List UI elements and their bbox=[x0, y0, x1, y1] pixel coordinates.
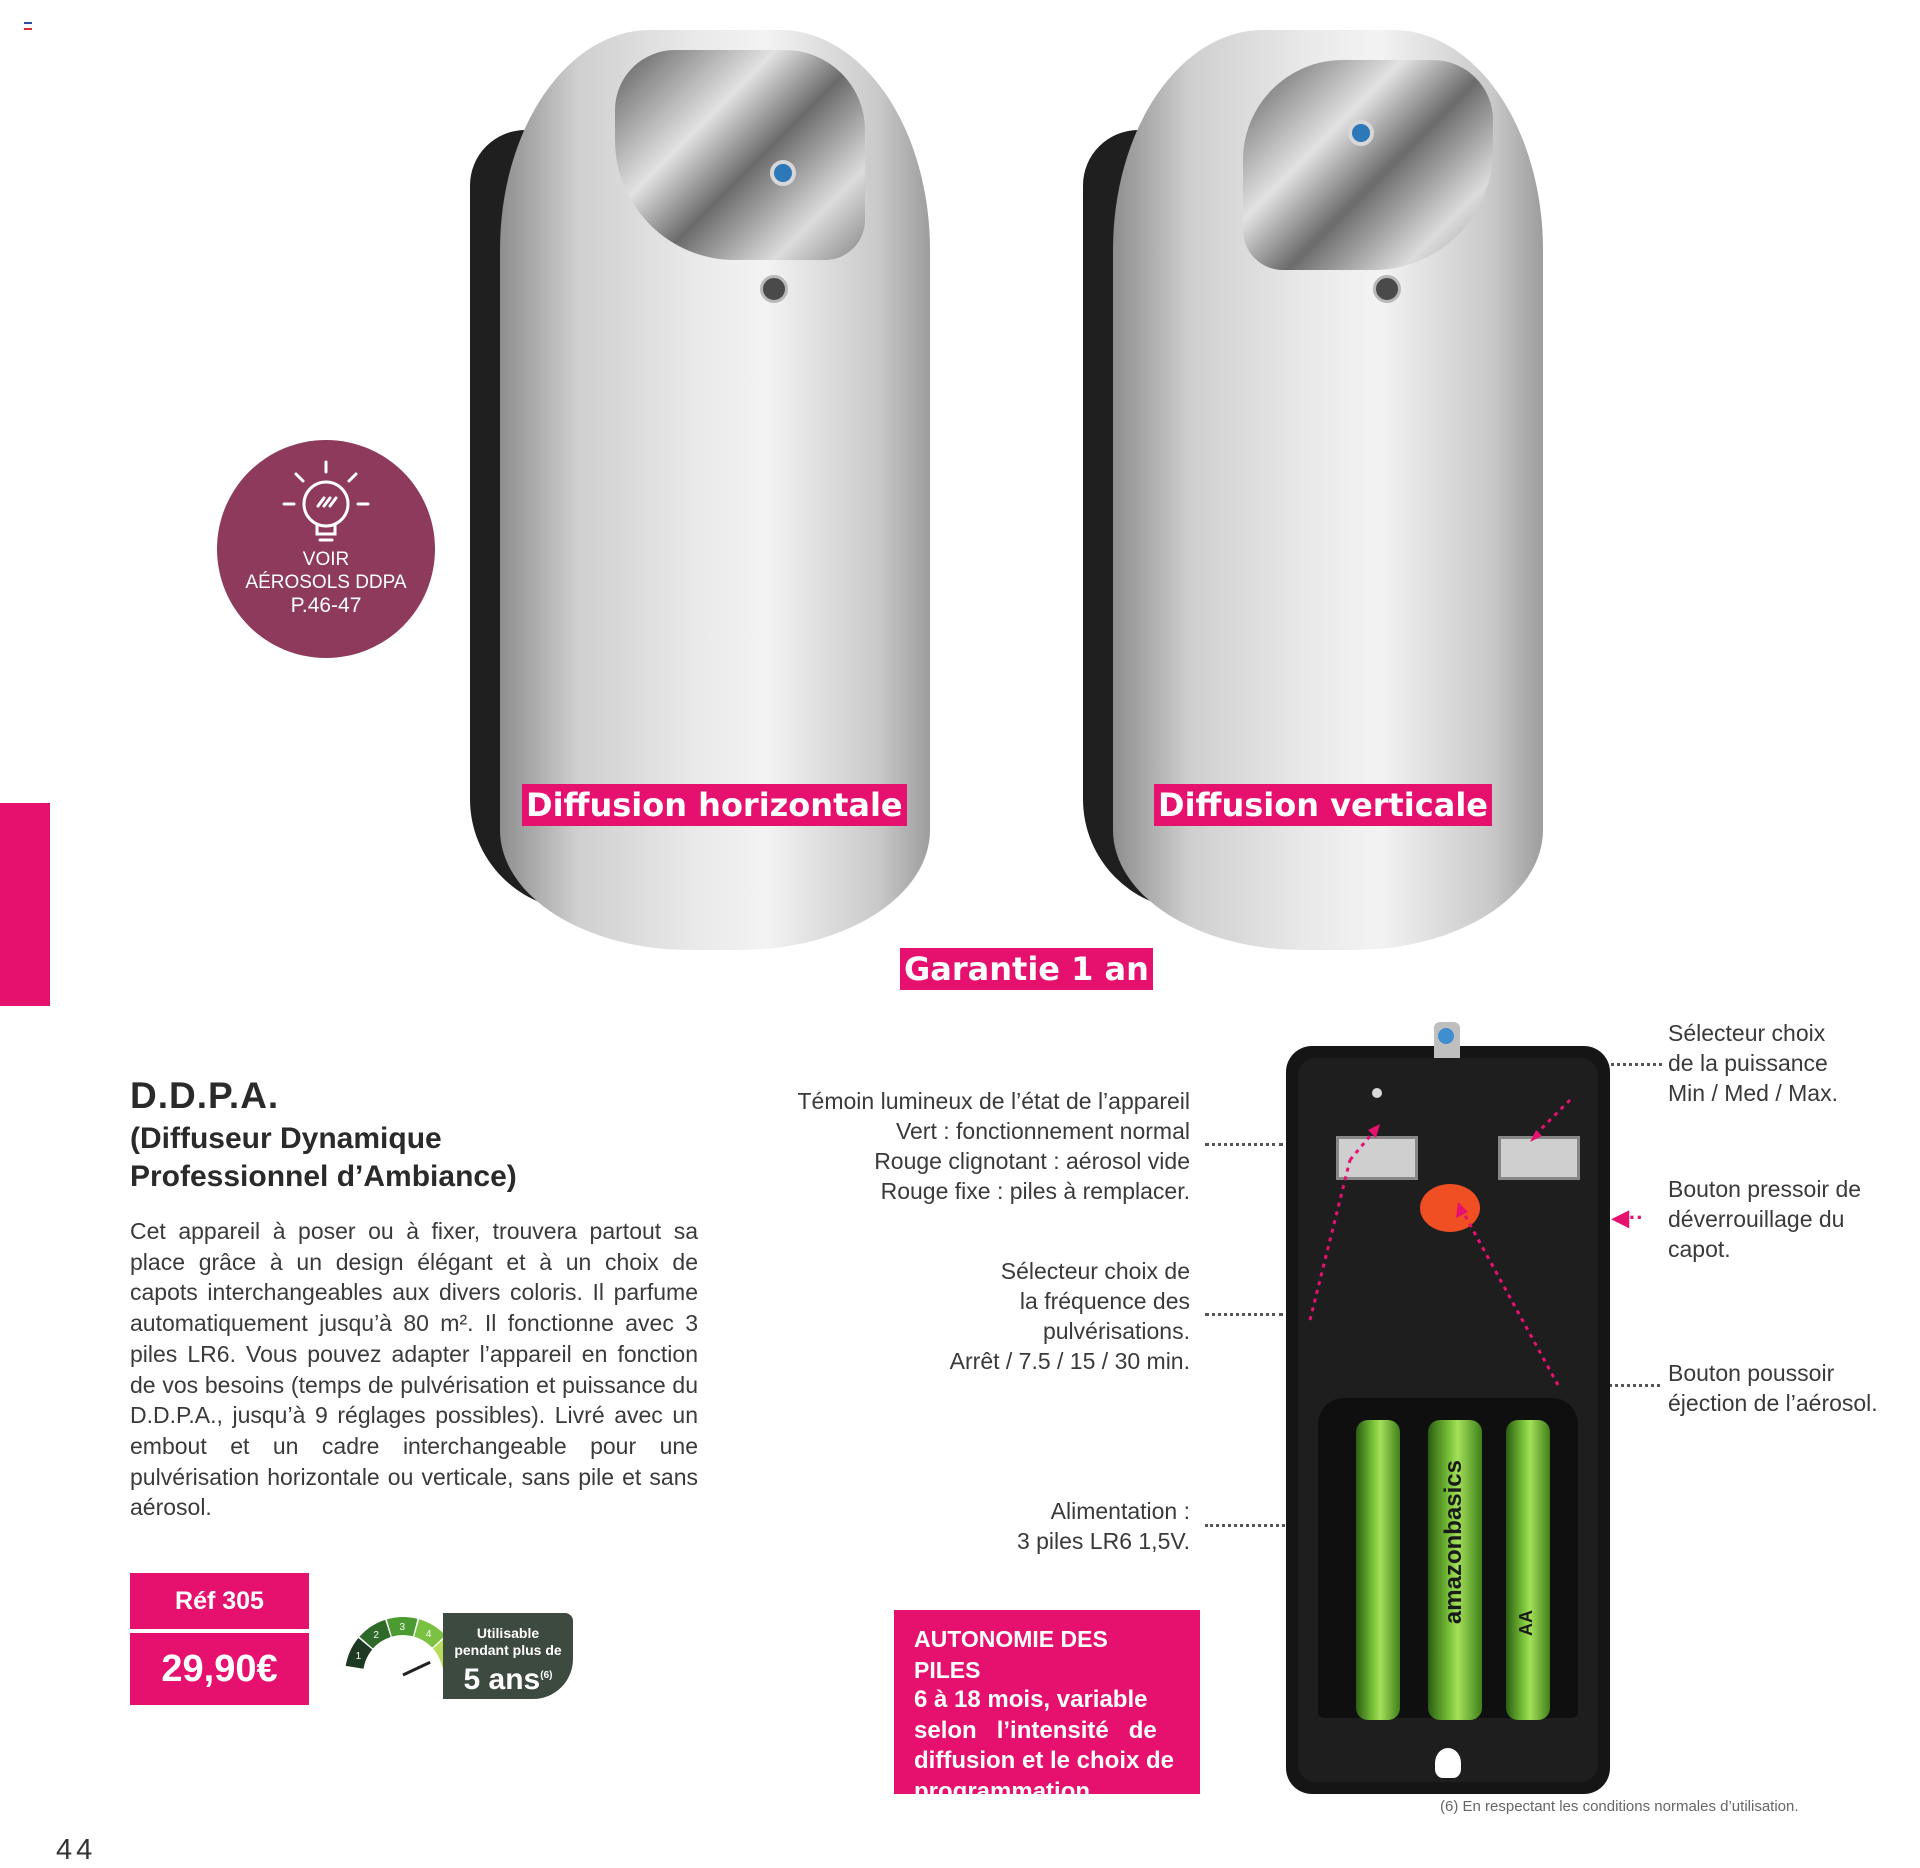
temoin-line3: Rouge clignotant : aérosol vide bbox=[874, 1148, 1190, 1174]
puissance-line2: de la puissance bbox=[1668, 1050, 1828, 1076]
voir-aerosols-badge[interactable] bbox=[217, 440, 435, 658]
product-price: 29,90€ bbox=[130, 1633, 309, 1705]
autonomie-line3: diffusion et le choix de bbox=[914, 1747, 1175, 1774]
product-subtitle-line1: (Diffuseur Dynamique bbox=[130, 1122, 442, 1155]
gauge-digit: 2 bbox=[373, 1630, 379, 1642]
nozzle-icon bbox=[1438, 1028, 1454, 1044]
product-subtitle-line2: Professionnel d’Ambiance) bbox=[130, 1160, 517, 1193]
product-subtitle bbox=[130, 1120, 517, 1196]
frequence-leader bbox=[1205, 1313, 1283, 1316]
autonomie-line4: programmation. bbox=[914, 1777, 1097, 1805]
flag-icon bbox=[24, 22, 32, 30]
alimentation-line1: Alimentation : bbox=[1050, 1498, 1190, 1524]
alimentation-line2: 3 piles LR6 1,5V. bbox=[1016, 1528, 1190, 1554]
frequence-line1: Sélecteur choix de bbox=[1000, 1258, 1190, 1284]
device-arrows bbox=[1290, 1050, 1620, 1550]
autonomie-title: AUTONOMIE DES PILES bbox=[914, 1626, 1108, 1683]
ejection-line1: Bouton poussoir bbox=[1668, 1360, 1835, 1386]
puissance-annotation bbox=[1668, 1018, 1918, 1108]
puissance-line3: Min / Med / Max. bbox=[1668, 1080, 1838, 1106]
badge-line2: AÉROSOLS DDPA bbox=[245, 572, 407, 593]
guarantee-label: Garantie 1 an bbox=[900, 948, 1153, 990]
durability-years: 5 ans bbox=[463, 1663, 541, 1696]
durability-line2: pendant plus de bbox=[454, 1642, 562, 1658]
product-description: Cet appareil à poser ou à fixer, trouvera partout sa place grâce à un design élégant et à un choix de capots interchangeables aux divers coloris. Il parfume automatiquement jusqu’à 80 m². Il fonctionne avec 3 piles LR6. Vous pouvez adapter l’appareil en fonction de vos besoins (temps de pulvérisation et puissance du D.D.P.A., jusqu’à 9 réglages possibles). Livré avec un embout et un cadre interchangeable pour une pulvérisation horizontale ou verticale, sans pile et sans aérosol. bbox=[130, 1218, 698, 1521]
footnote: (6) En respectant les conditions normales d’utilisation. bbox=[1440, 1798, 1799, 1815]
autonomie-line1: 6 à 18 mois, variable bbox=[914, 1686, 1148, 1713]
deverrouillage-arrow-icon: ◀·· bbox=[1612, 1205, 1644, 1230]
ejection-annotation bbox=[1668, 1358, 1920, 1418]
durability-gauge bbox=[333, 1605, 578, 1705]
badge-line3: P.46-47 bbox=[290, 594, 362, 617]
temoin-line2: Vert : fonctionnement normal bbox=[895, 1118, 1190, 1144]
durability-note: (6) bbox=[540, 1670, 553, 1681]
frequence-annotation bbox=[840, 1256, 1190, 1376]
temoin-leader bbox=[1205, 1143, 1283, 1146]
deverrouillage-line1: Bouton pressoir de bbox=[1668, 1176, 1862, 1202]
deverrouillage-line3: capot. bbox=[1668, 1236, 1731, 1262]
temoin-line4: Rouge fixe : piles à remplacer. bbox=[880, 1178, 1190, 1204]
section-tab bbox=[0, 803, 50, 1006]
page-number: 44 bbox=[56, 1834, 97, 1866]
product-title: D.D.P.A. bbox=[130, 1075, 280, 1116]
temoin-annotation bbox=[690, 1086, 1190, 1206]
frequence-line4: Arrêt / 7.5 / 15 / 30 min. bbox=[949, 1348, 1190, 1374]
product-ref: Réf 305 bbox=[130, 1573, 309, 1629]
gauge-digit: 3 bbox=[399, 1622, 406, 1634]
gauge-digit: 1 bbox=[355, 1650, 362, 1662]
gauge-needle bbox=[403, 1662, 430, 1675]
price-box bbox=[130, 1573, 309, 1705]
diffusion-verticale-label: Diffusion verticale bbox=[1154, 784, 1492, 826]
ejection-line2: éjection de l’aérosol. bbox=[1668, 1390, 1878, 1416]
badge-line1: VOIR bbox=[302, 549, 350, 570]
puissance-line1: Sélecteur choix bbox=[1668, 1020, 1826, 1046]
lightbulb-icon bbox=[276, 454, 376, 554]
frequence-line3: pulvérisations. bbox=[1042, 1318, 1190, 1344]
durability-label bbox=[443, 1613, 573, 1699]
diffusion-horizontale-label: Diffusion horizontale bbox=[522, 784, 907, 826]
deverrouillage-annotation bbox=[1668, 1174, 1920, 1264]
autonomie-box bbox=[894, 1610, 1200, 1805]
frequence-line2: la fréquence des bbox=[1019, 1288, 1190, 1314]
temoin-line1: Témoin lumineux de l’état de l’appareil bbox=[797, 1088, 1190, 1114]
autonomie-line2: selon l’intensité de bbox=[914, 1716, 1157, 1744]
battery-aa-label: AA bbox=[1516, 1610, 1536, 1636]
gauge-digit: 4 bbox=[425, 1629, 432, 1641]
durability-line1: Utilisable bbox=[476, 1625, 540, 1641]
battery-brand-label: amazonbasics bbox=[1440, 1460, 1467, 1625]
alimentation-annotation bbox=[940, 1496, 1190, 1556]
deverrouillage-line2: déverrouillage du bbox=[1668, 1206, 1845, 1232]
